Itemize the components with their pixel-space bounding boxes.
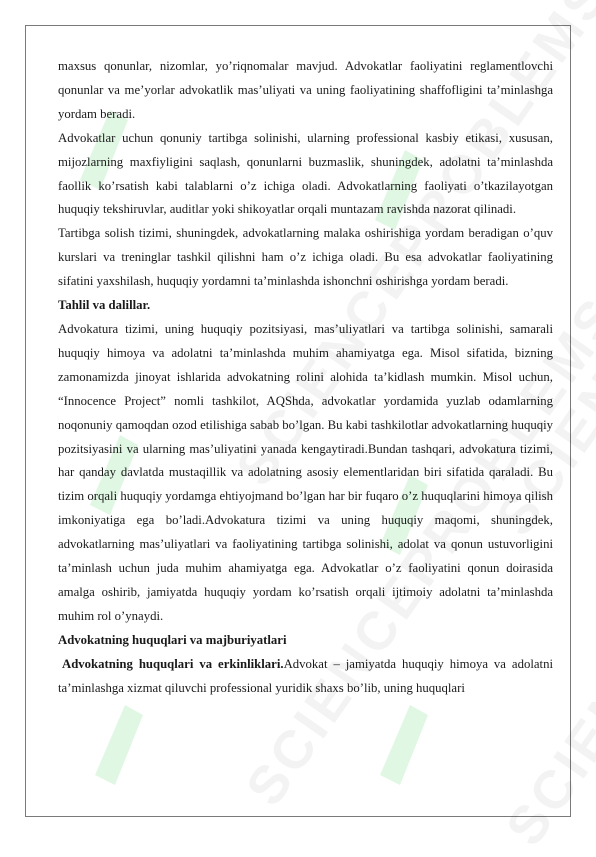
rights-text: Advokat – jamiyatda huquqiy himoya va adolatni ta’minlashga xizmat qiluvchi professional yuridik shaxs bo’lib, uning huquqlari: [58, 656, 553, 695]
paragraph-rights: [58, 653, 553, 701]
section-heading-rights: Advokatning huquqlari va majburiyatlari: [58, 632, 287, 647]
paragraph: Tartibga solish tizimi, shuningdek, advokatlarning malaka oshirishiga yordam beradigan o’quv kurslari va treninglar tashkil qilishni ham o’z ichiga oladi. Bu esa advokatlar faoliyatining sifatini yaxshilash, huquqiy yordamni ta’minlashda ishonchni oshirishga yordam beradi.: [58, 226, 553, 289]
paragraph-analysis: Advokatura tizimi, uning huquqiy pozitsiyasi, mas’uliyatlari va tartibga solinishi, samarali huquqiy himoya va adolatni ta’minlashda muhim ahamiyatga ega. Misol sifatida, bizning zamonamizda jinoyat ishlarida advokatning rolini alohida ta’kidlash mumkin. Misol uchun, “Innocence Project” nomli tashkilot, AQShda, advokatlar yordamida yuzlab odamlarning noqonuniy qamoqdan ozod etilishiga sabab bo’lgan. Bu kabi tashkilotlar advokatlarning huquqiy pozitsiyasini va ularning mas’uliyatini yanada kengaytiradi.Bundan tashqari, advokatura tizimi, har qanday davlatda mustaqillik va adolatning asosiy elementlaridan biri sifatida qaraladi. Bu tizim orqali huquqiy yordamga ehtiyojmand bo’lgan har bir fuqaro o’z huquqlarini himoya qilish imkoniyatiga ega bo’ladi.Advokatura tizimi va uning huquqiy maqomi, shuningdek, advokatlarning mas’uliyatlari va faoliyatining tartibga solinishi, adolat va qonun ustuvorligini ta’minlash uchun juda muhim ahamiyatga ega. Advokatlar o’z faoliyatini qonun doirasida amalga oshirib, jamiyatda huquqiy yordam ko’rsatish orqali ijtimoiy adolatni ta’minlashda muhim rol o’ynaydi.: [58, 321, 554, 623]
section-heading-analysis: Tahlil va dalillar.: [58, 298, 151, 313]
paragraph: Advokatlar uchun qonuniy tartibga solinishi, ularning professional kasbiy etikasi, xususan, mijozlarning maxfiyligini saqlash, qonunlarni buzmaslik, shuningdek, adolatni ta’minlashda faollik ko’rsatish kabi talablarni o’z ichiga oladi. Advokatlarning faoliyati o’tkazilayotgan huquqiy tekshiruvlar, auditlar yoki shikoyatlar orqali muntazam ravishda nazorat qilinadi.: [58, 130, 553, 217]
document-body: [58, 55, 553, 700]
paragraph: maxsus qonunlar, nizomlar, yo’riqnomalar mavjud. Advokatlar faoliyatini reglamentlovchi qonunlar va me’yorlar advokatlik mas’uliyati va uning faoliyatining shaffofligini ta’minlashga yordam beradi.: [58, 59, 553, 121]
rights-lead: Advokatning huquqlari va erkinliklari.: [62, 656, 284, 671]
